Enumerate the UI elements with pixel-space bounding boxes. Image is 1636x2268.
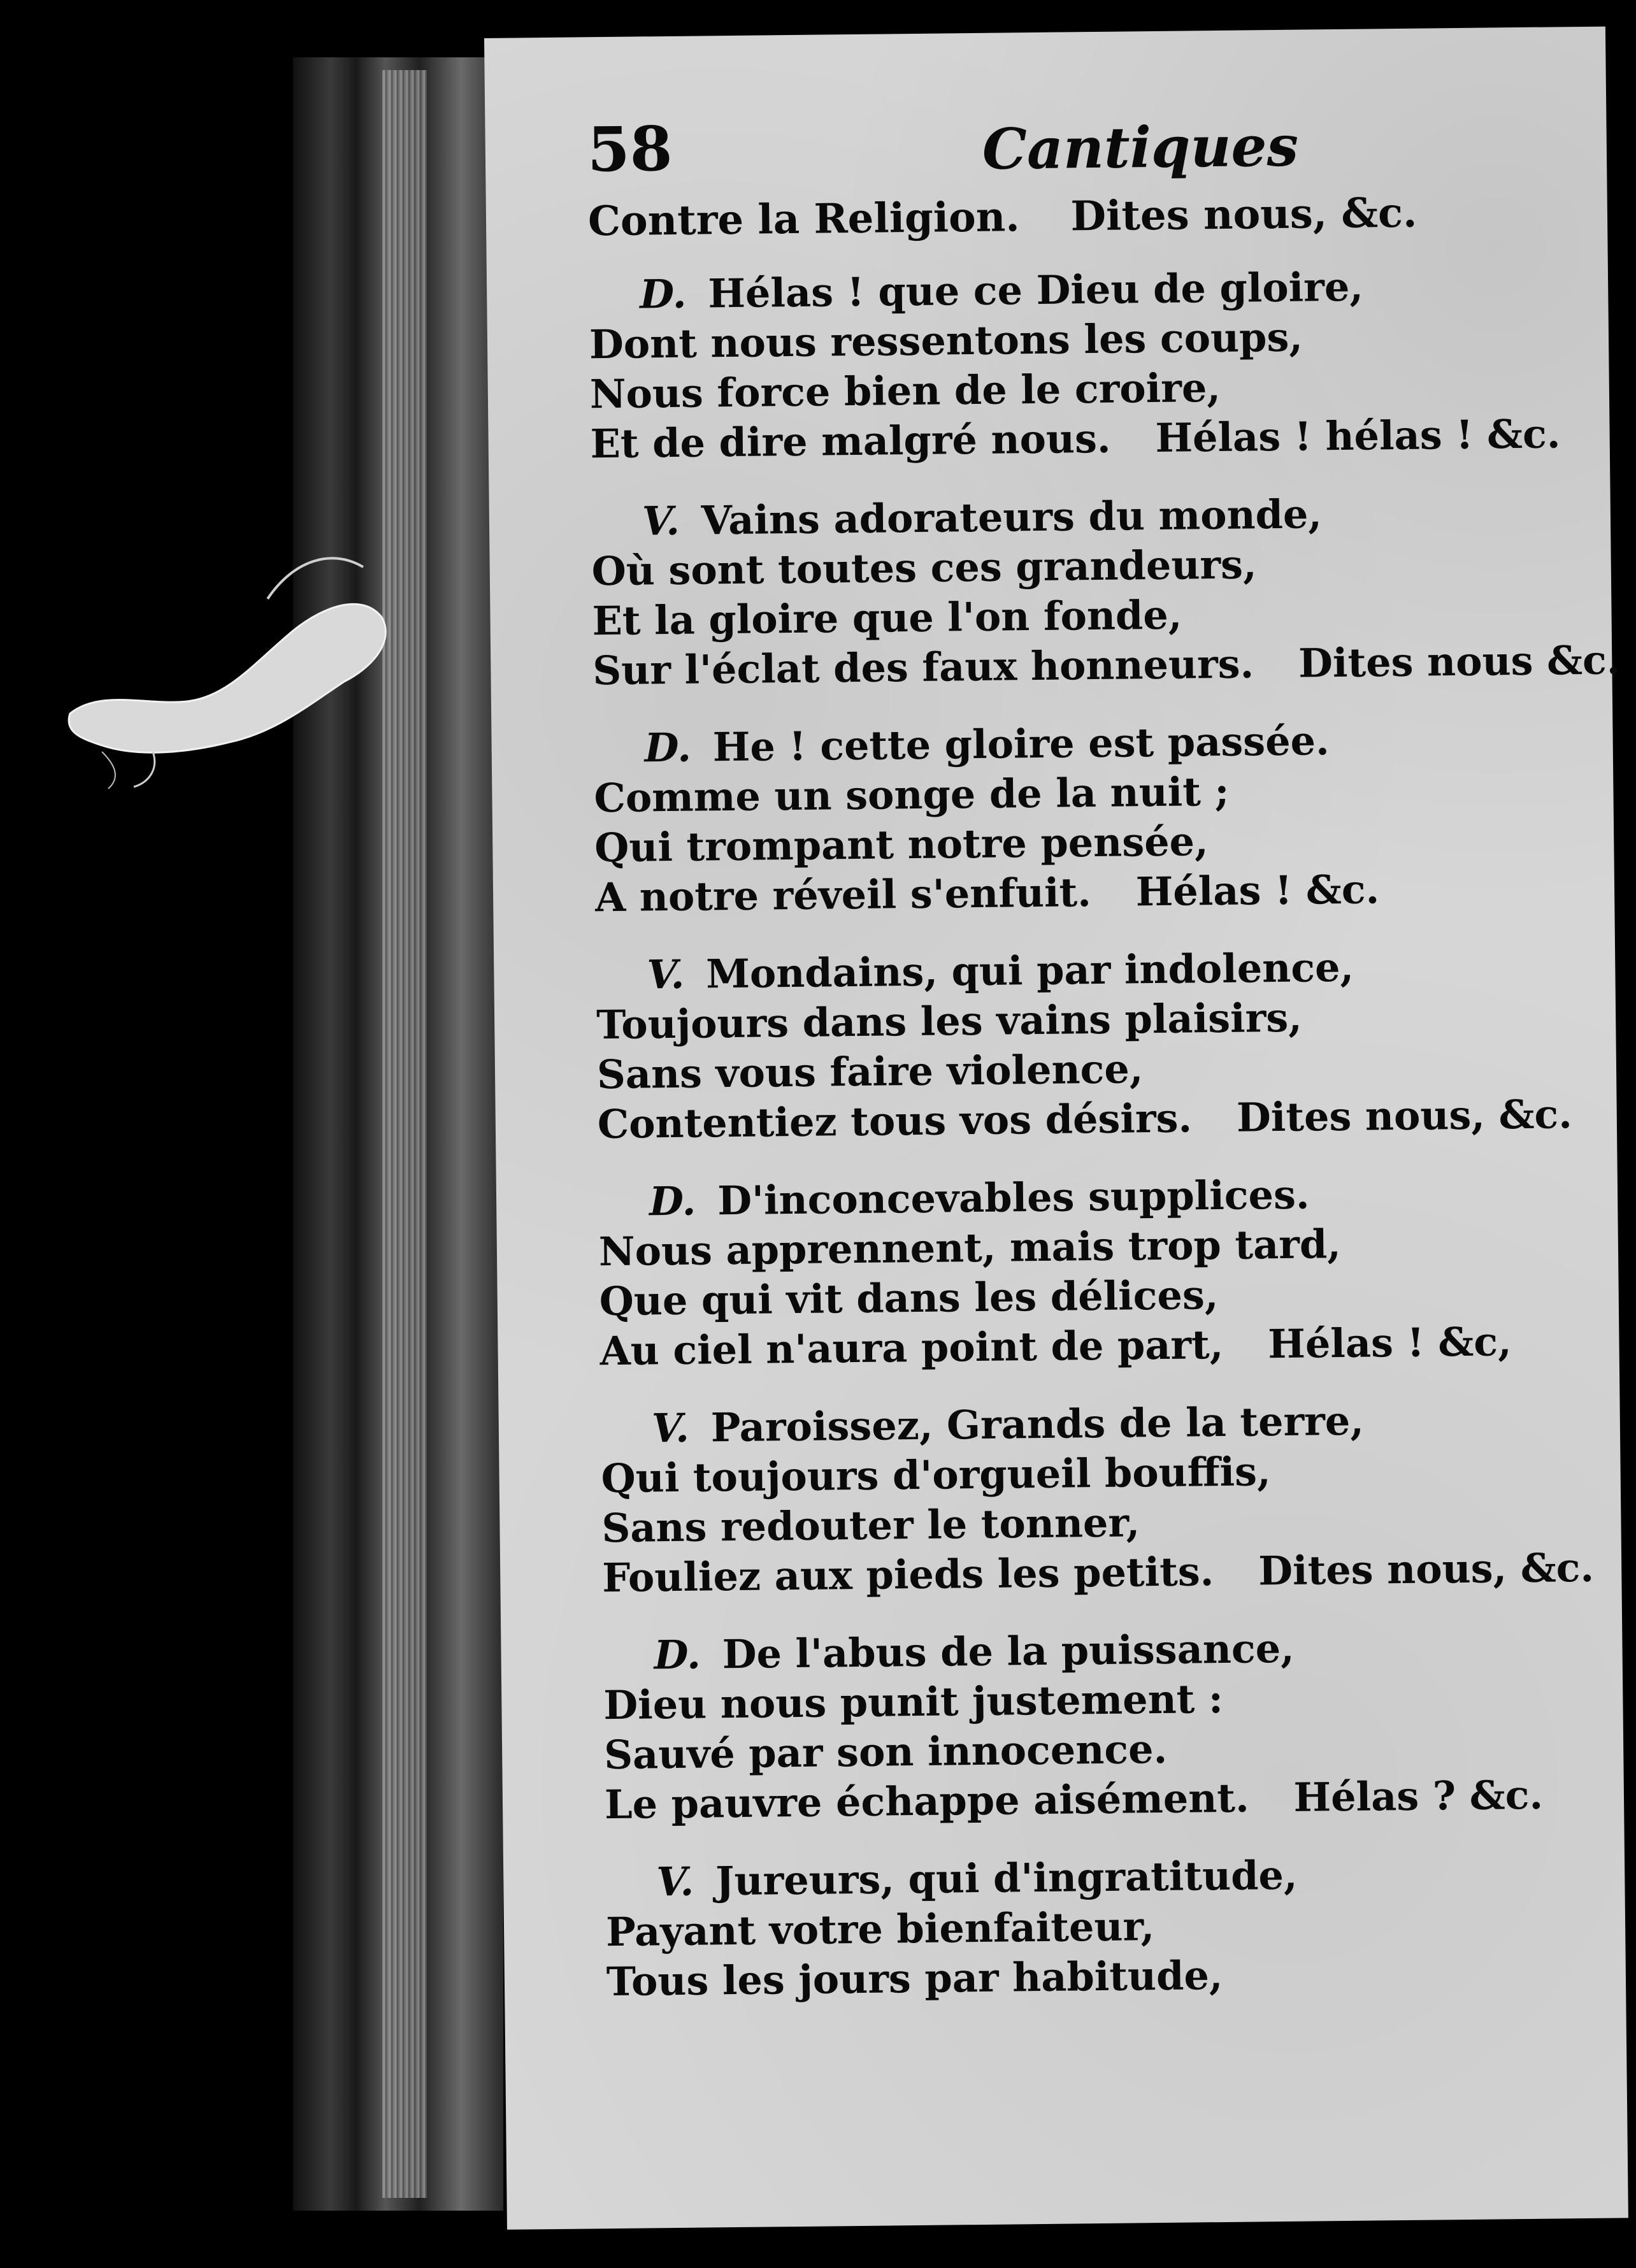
- stanza: [591, 487, 1621, 696]
- verse-text: Vains adorateurs du monde,: [701, 491, 1323, 544]
- verse-line: [595, 863, 1564, 922]
- verse-text: Que qui vit dans les délices,: [599, 1272, 1219, 1325]
- verse-text: Sauvé par son innocence.: [603, 1725, 1168, 1779]
- stanza: [593, 714, 1563, 922]
- verse-text: Sans vous faire violence,: [596, 1045, 1144, 1098]
- stanza: [589, 260, 1559, 469]
- verse-text: Qui toujours d'orgueil bouffis,: [601, 1448, 1271, 1502]
- verse-text: Tous les jours par habitude,: [606, 1952, 1223, 2006]
- verse-line: [590, 409, 1559, 469]
- page-content: [587, 103, 1621, 2035]
- verse-text: Au ciel n'aura point de part,: [599, 1321, 1224, 1375]
- verse-line: [597, 1089, 1573, 1149]
- speaker-label: V.: [647, 951, 685, 998]
- verse-line: [601, 1543, 1595, 1603]
- stanza: [600, 1394, 1595, 1603]
- speaker-label: V.: [656, 1858, 694, 1906]
- verse-text: Payant votre bienfaiteur,: [605, 1903, 1155, 1956]
- verse-line: [599, 1316, 1568, 1376]
- speaker-label: V.: [642, 497, 680, 545]
- page-header: [587, 103, 1556, 196]
- verse-text: Dieu nous punit justement :: [603, 1675, 1224, 1729]
- page-edges: [382, 70, 427, 2198]
- verse-text: Et de dire malgré nous.: [590, 415, 1111, 468]
- verse-text: A notre réveil s'enfuit.: [594, 869, 1092, 921]
- verse-text: D'inconcevables supplices.: [717, 1171, 1310, 1224]
- verse-text: Fouliez aux pieds les petits.: [601, 1548, 1214, 1602]
- stanza-list: [589, 260, 1621, 2007]
- stanza: [596, 940, 1573, 1149]
- verse-text: Nous force bien de le croire,: [589, 364, 1221, 418]
- opening-line: [588, 186, 1557, 247]
- verse-text: Sur l'éclat des faux honneurs.: [592, 640, 1254, 694]
- verse-text: Sans redouter le tonner,: [601, 1499, 1140, 1552]
- verse-text: He ! cette gloire est passée.: [712, 717, 1330, 771]
- verse-line: [592, 636, 1621, 696]
- verse-text: Toujours dans les vains plaisirs,: [596, 994, 1303, 1049]
- speaker-label: D.: [654, 1631, 701, 1679]
- verse-text: Et la gloire que l'on fonde,: [592, 591, 1182, 645]
- stanza: [605, 1848, 1575, 2007]
- speaker-label: D.: [639, 270, 687, 318]
- speaker-label: V.: [651, 1404, 690, 1452]
- verse-line: [606, 1947, 1575, 2007]
- opening-text: Contre la Religion.: [587, 193, 1020, 246]
- refrain-cue: Hélas ! hélas ! &c.: [1155, 410, 1561, 462]
- stanza: [603, 1621, 1573, 1830]
- verse-text: Jureurs, qui d'ingratitude,: [715, 1851, 1298, 1905]
- refrain-cue: Dites nous, &c.: [1258, 1544, 1595, 1595]
- speaker-label: D.: [649, 1177, 696, 1225]
- refrain-cue: Dites nous &c.: [1298, 636, 1621, 687]
- opening-refrain: Dites nous, &c.: [1070, 189, 1417, 241]
- torn-paper-fragment: [64, 522, 395, 790]
- verse-text: De l'abus de la puissance,: [722, 1625, 1295, 1678]
- page-number: 58: [587, 112, 673, 186]
- book-page: [484, 27, 1628, 2230]
- refrain-cue: Dites nous, &c.: [1236, 1091, 1573, 1141]
- verse-text: Mondains, qui par indolence,: [705, 944, 1354, 998]
- running-head: Cantiques: [982, 112, 1299, 182]
- verse-text: Contentiez tous vos désirs.: [597, 1095, 1193, 1148]
- verse-text: Qui trompant notre pensée,: [594, 818, 1209, 872]
- stanza: [598, 1167, 1568, 1376]
- verse-text: Hélas ! que ce Dieu de gloire,: [707, 263, 1364, 317]
- verse-text: Nous apprennent, mais trop tard,: [598, 1221, 1342, 1275]
- refrain-cue: Hélas ? &c.: [1293, 1771, 1544, 1821]
- verse-text: Le pauvre échappe aisément.: [604, 1774, 1249, 1828]
- verse-text: Paroissez, Grands de la terre,: [710, 1397, 1365, 1451]
- verse-text: Comme un songe de la nuit ;: [594, 768, 1230, 822]
- refrain-cue: Hélas ! &c.: [1135, 866, 1380, 915]
- speaker-label: D.: [644, 724, 692, 772]
- verse-line: [605, 1770, 1574, 1830]
- verse-text: Où sont toutes ces grandeurs,: [591, 541, 1257, 595]
- refrain-cue: Hélas ! &c,: [1267, 1318, 1512, 1368]
- verse-text: Dont nous ressentons les coups,: [589, 313, 1303, 368]
